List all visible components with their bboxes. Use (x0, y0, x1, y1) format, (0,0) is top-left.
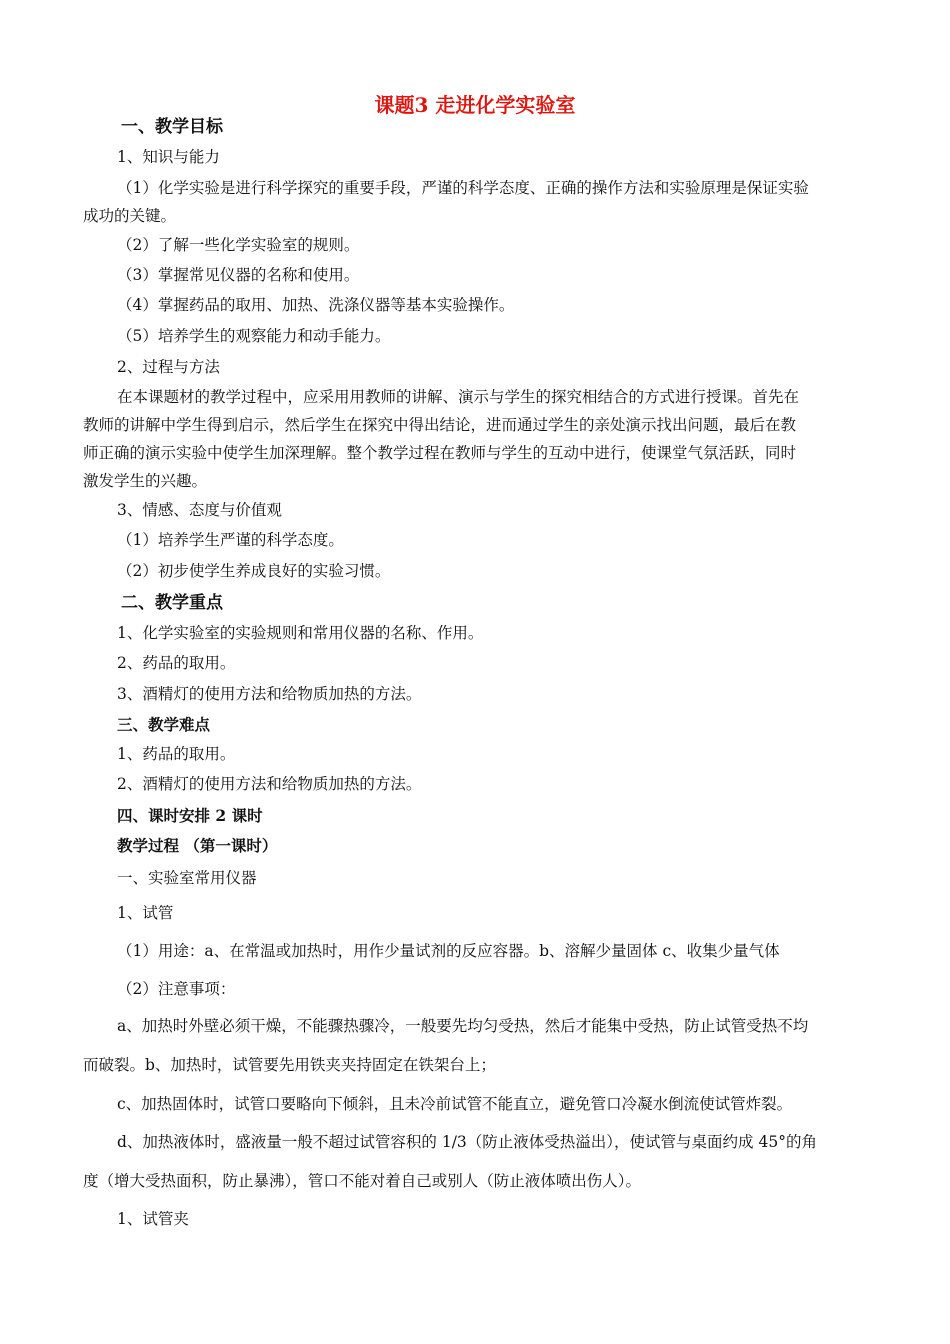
paragraph-line: 激发学生的兴趣。 (83, 472, 208, 490)
heading-schedule: 四、课时安排 2 课时 (117, 806, 263, 825)
heading-key-points: 二、教学重点 (121, 593, 223, 613)
paragraph-line: d、加热液体时，盛液量一般不超过试管容积的 1/3（防止液体受热溢出），使试管与桌面约成 45°的角 (117, 1133, 817, 1151)
paragraph-line: 教师的讲解中学生得到启示，然后学生在探究中得出结论，进而通过学生的亲处演示找出问题，最后在教 (83, 416, 797, 434)
paragraph-line: 成功的关键。 (83, 207, 177, 225)
list-item: 2、药品的取用。 (117, 654, 236, 672)
section-lab-instruments: 一、实验室常用仪器 (117, 869, 257, 887)
list-item: 2、酒精灯的使用方法和给物质加热的方法。 (117, 775, 422, 793)
paragraph-line: c、加热固体时，试管口要略向下倾斜，且未冷前试管不能直立，避免管口冷凝水倒流使试管炸裂。 (117, 1095, 793, 1113)
paragraph-line: 师正确的演示实验中使学生加深理解。整个教学过程在教师与学生的互动中进行，使课堂气氛活跃，同时 (83, 444, 797, 462)
paragraph-line: （4）掌握药品的取用、加热、洗涤仪器等基本实验操作。 (117, 296, 515, 314)
paragraph-line: 在本课题材的教学过程中，应采用用教师的讲解、演示与学生的探究相结合的方式进行授课。首先在 (117, 388, 800, 406)
paragraph-line: （1）培养学生严谨的科学态度。 (117, 531, 344, 549)
paragraph-line: 而破裂。b、加热时，试管要先用铁夹夹持固定在铁架台上； (83, 1056, 496, 1074)
list-item: 1、化学实验室的实验规则和常用仪器的名称、作用。 (117, 624, 484, 642)
paragraph-line: （2）注意事项： (117, 980, 236, 998)
paragraph-line: 度（增大受热面积，防止暴沸），管口不能对着自己或别人（防止液体喷出伤人）。 (83, 1172, 642, 1190)
page-title: 课题3 走进化学实验室 (374, 93, 576, 117)
subheading-knowledge: 1、知识与能力 (117, 148, 220, 166)
list-item: 3、酒精灯的使用方法和给物质加热的方法。 (117, 685, 422, 703)
paragraph-line: （2）初步使学生养成良好的实验习惯。 (117, 562, 391, 580)
paragraph-line: a、加热时外壁必须干燥，不能骤热骤冷，一般要先均匀受热，然后才能集中受热，防止试管受热不均 (117, 1017, 809, 1035)
paragraph-line: （5）培养学生的观察能力和动手能力。 (117, 327, 391, 345)
heading-teaching-process: 教学过程 （第一课时） (117, 836, 278, 855)
list-item: 1、药品的取用。 (117, 745, 236, 763)
paragraph-line: （2）了解一些化学实验室的规则。 (117, 236, 360, 254)
item-test-tube-holder: 1、试管夹 (117, 1210, 189, 1228)
paragraph-line: （1）化学实验是进行科学探究的重要手段，严谨的科学态度、正确的操作方法和实验原理是保证实验 (117, 179, 809, 197)
subheading-emotion: 3、情感、态度与价值观 (117, 501, 282, 519)
heading-teaching-objectives: 一、教学目标 (121, 117, 223, 137)
item-test-tube: 1、试管 (117, 904, 174, 922)
paragraph-line: （3）掌握常见仪器的名称和使用。 (117, 266, 360, 284)
subheading-process: 2、过程与方法 (117, 358, 220, 376)
paragraph-line: （1）用途：a、在常温或加热时，用作少量试剂的反应容器。b、溶解少量固体 c、收集少量气体 (117, 942, 780, 960)
heading-difficulties: 三、教学难点 (117, 715, 211, 734)
